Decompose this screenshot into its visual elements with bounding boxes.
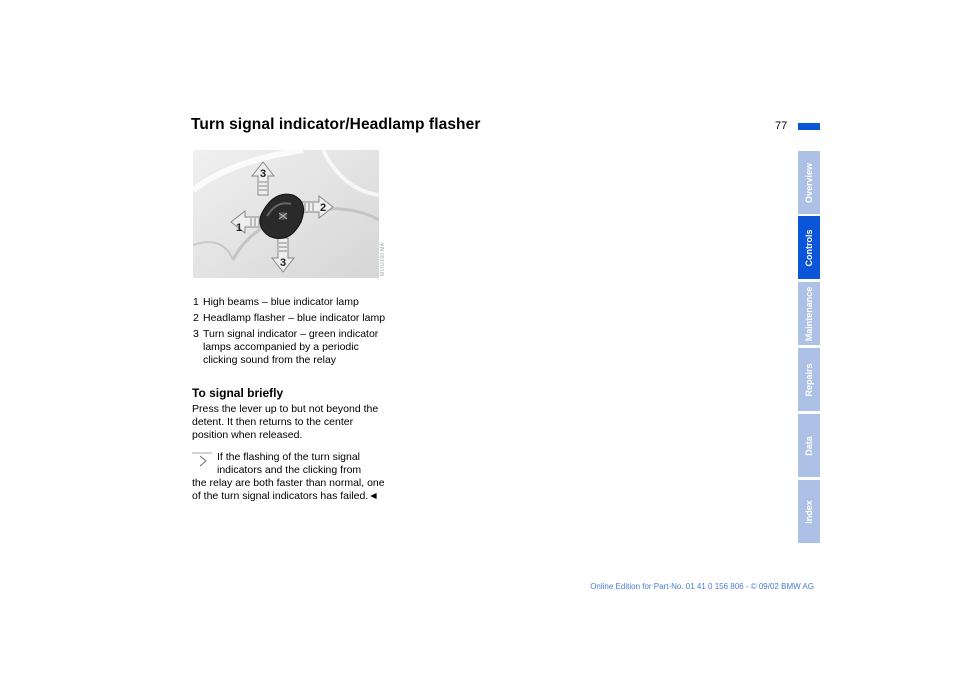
legend-number: 2 (193, 312, 199, 324)
figure-label-1: 1 (236, 222, 243, 234)
tab-controls[interactable] (798, 216, 820, 279)
figure-label-3-top: 3 (260, 168, 267, 180)
note-text-first: If the flashing of the turn signal indicators and the clicking from (217, 451, 362, 476)
legend-list (193, 296, 393, 370)
tab-overview[interactable] (798, 151, 820, 214)
legend-number: 1 (193, 296, 199, 308)
tab-repairs[interactable] (798, 348, 820, 411)
figure-code: MV02160 MA (380, 242, 386, 276)
tab-label: Index (804, 499, 814, 524)
page-title: Turn signal indicator/Headlamp flasher (191, 116, 481, 133)
legend-text: Turn signal indicator – green indicator lamps accompanied by a periodic clicking sound from the relay (203, 328, 379, 366)
tab-data[interactable] (798, 414, 820, 477)
figure-label-2: 2 (320, 202, 327, 214)
tab-maintenance[interactable] (798, 282, 820, 345)
note-text-rest: the relay are both faster than normal, one of the turn signal indicators has failed.◄ (192, 477, 385, 502)
note-icon (192, 452, 212, 468)
lever-diagram (193, 150, 379, 278)
legend-item (193, 296, 393, 309)
page-number: 77 (775, 120, 788, 132)
lever-illustration (193, 150, 379, 278)
legend-number: 3 (193, 328, 199, 340)
legend-item (193, 312, 393, 325)
tab-index[interactable] (798, 480, 820, 543)
tab-label: Maintenance (804, 286, 814, 341)
footer-edition: Online Edition for Part-No. 01 41 0 156 806 - © 09/02 BMW AG (590, 582, 814, 591)
legend-text: Headlamp flasher – blue indicator lamp (203, 312, 386, 324)
tab-label: Data (804, 435, 814, 456)
legend-text: High beams – blue indicator lamp (203, 296, 359, 308)
section-heading: To signal briefly (192, 386, 284, 400)
tab-label: Controls (804, 229, 814, 266)
tab-label: Repairs (804, 362, 814, 397)
figure-label-3-bottom: 3 (280, 257, 287, 269)
legend-item (193, 328, 393, 367)
section-paragraph: Press the lever up to but not beyond the detent. It then returns to the center position when released. (192, 403, 379, 441)
page-marker (798, 123, 820, 130)
tab-label: Overview (804, 162, 814, 203)
